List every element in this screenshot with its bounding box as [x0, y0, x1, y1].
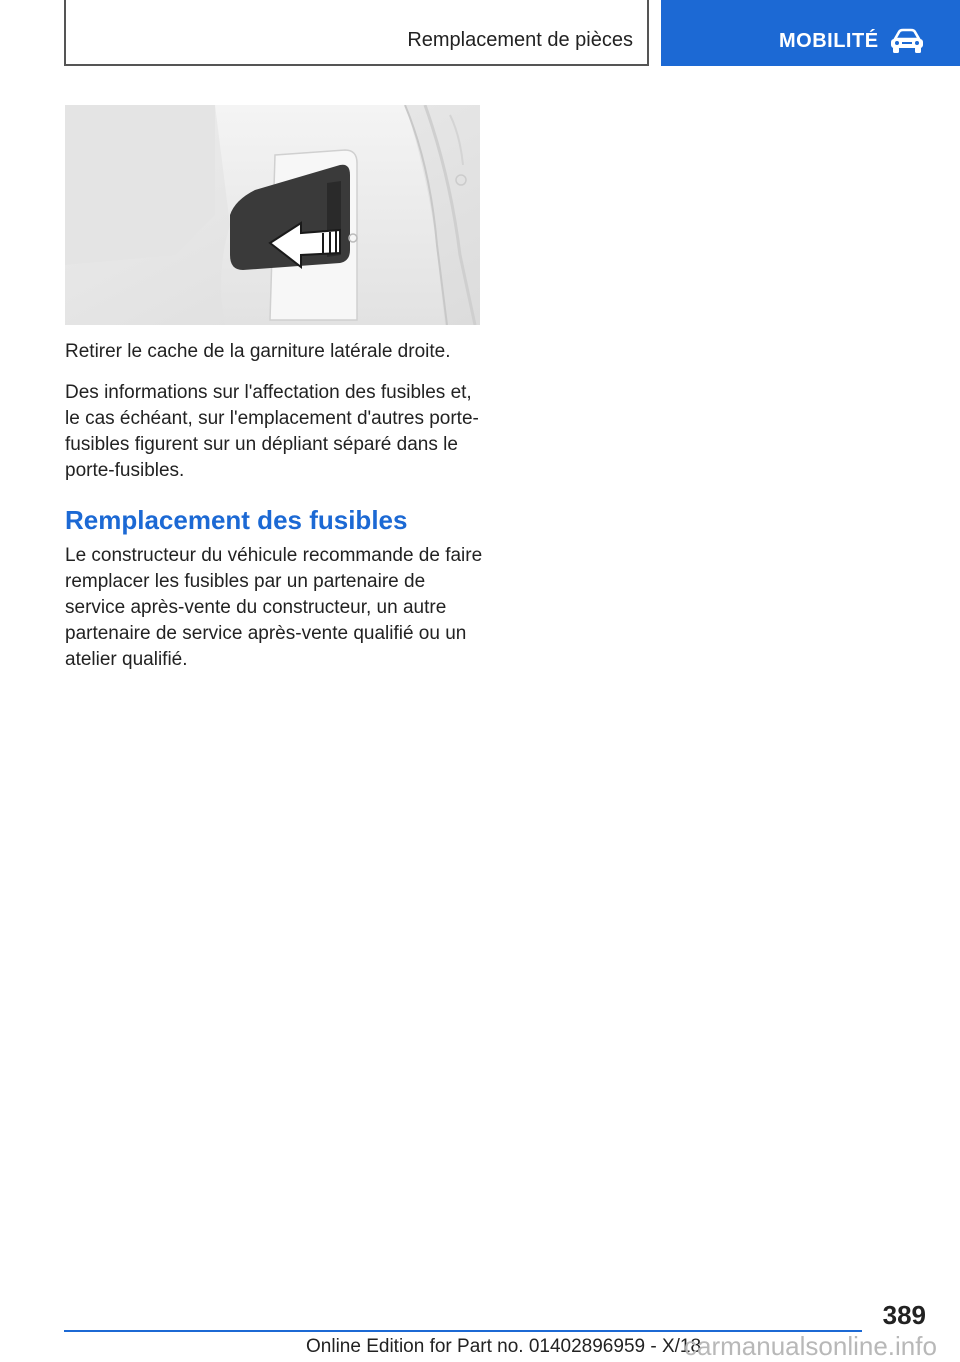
- fuse-info-paragraph: Des informations sur l'affectation des fusibles et, le cas échéant, sur l'emplacement d'autres porte-fusibles figurent sur un dépliant séparé dans le porte-fusibles.: [65, 382, 479, 481]
- car-icon: [889, 28, 925, 54]
- footer-edition-text: Online Edition for Part no. 01402896959 - X/18: [306, 1336, 702, 1357]
- header-chapter-title: MOBILITÉ: [779, 30, 879, 52]
- trim-panel-drawing: [65, 105, 480, 325]
- instruction-paragraph: Retirer le cache de la garniture latérale droite.: [65, 341, 451, 362]
- header-chapter-tab: [661, 0, 960, 66]
- fuse-replacement-paragraph: Le constructeur du véhicule recommande de faire remplacer les fusibles par un partenaire de service après-vente du constructeur, un autre partenaire de service après-vente qualifié ou un atelier qualifié.: [65, 545, 483, 670]
- section-heading: Remplacement des fusibles: [65, 505, 408, 535]
- header-section-box: [64, 0, 649, 66]
- trim-cover-illustration: [65, 105, 480, 325]
- header-section-title: Remplacement de pièces: [407, 29, 633, 51]
- page-number: 389: [882, 1300, 926, 1330]
- footer-watermark: carmanualsonline.info: [684, 1331, 937, 1361]
